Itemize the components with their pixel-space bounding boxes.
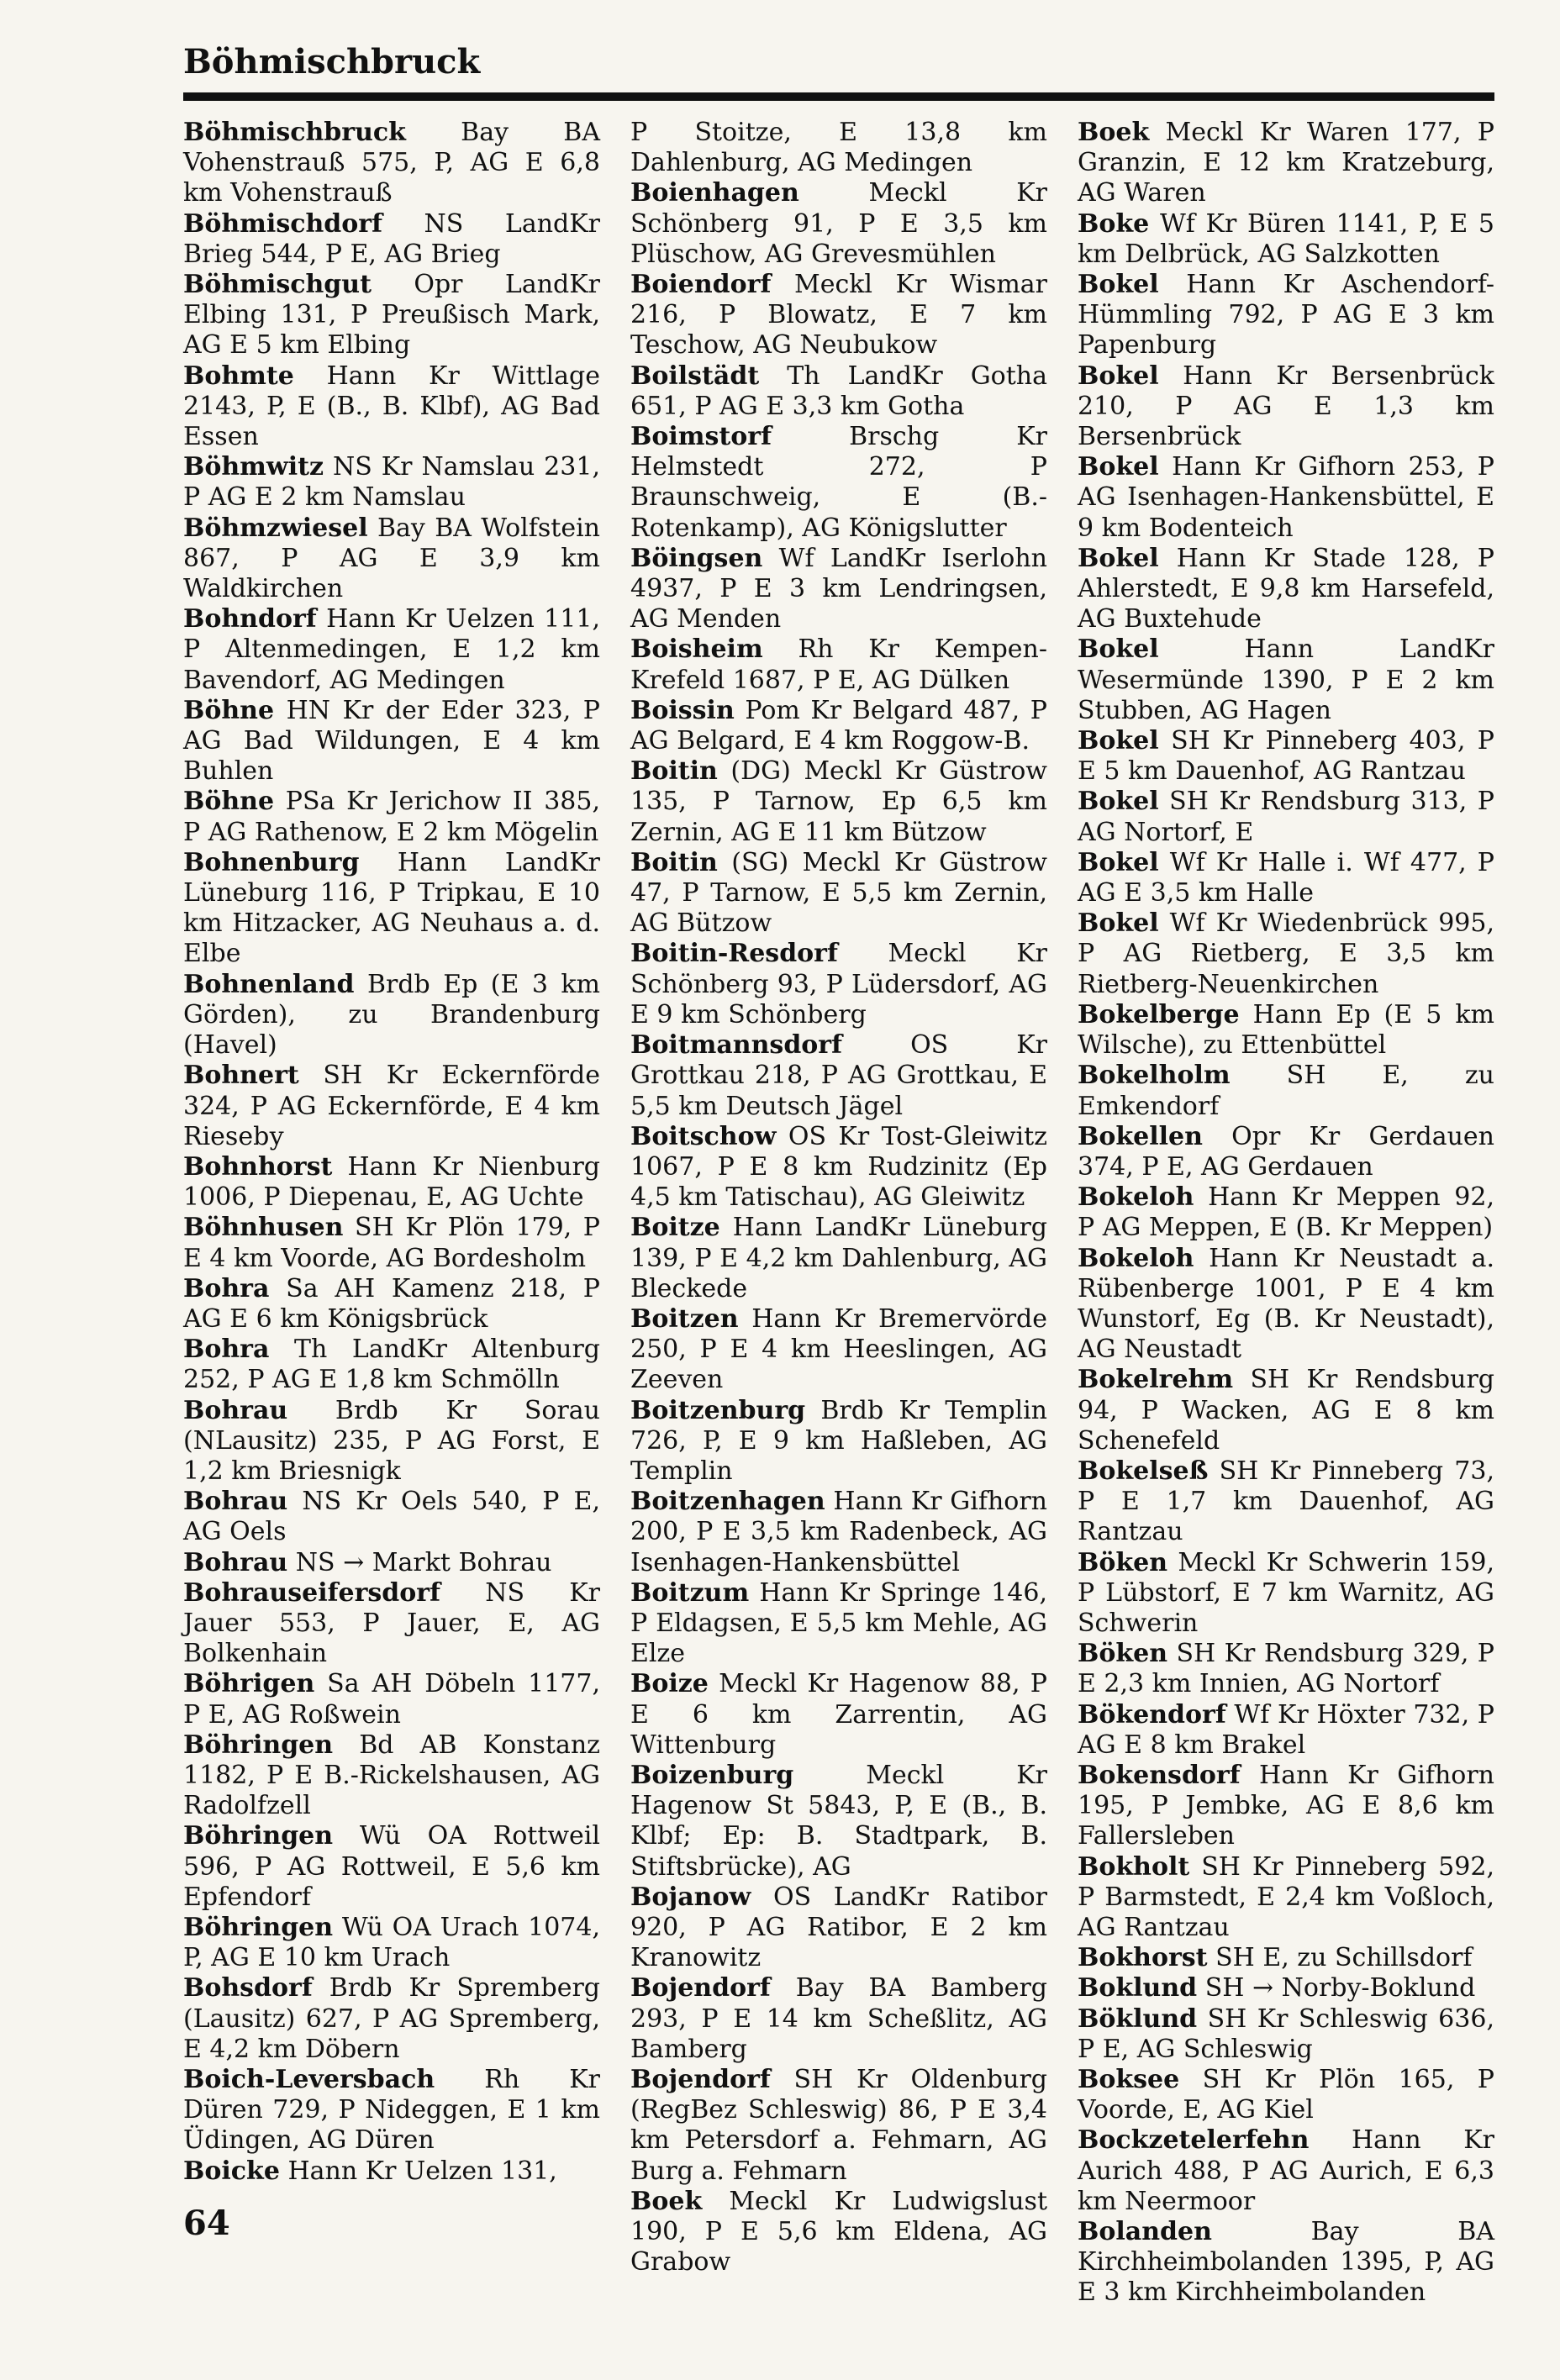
entry-text: Wü OA Rottweil 596, P AG Rottweil, E 5,6 km Epfendorf [183,1821,600,1912]
gazetteer-entry [183,1335,600,1395]
gazetteer-entry [630,118,1047,178]
entry-text: Hann Kr Aurich 488, P AG Aurich, E 6,3 km Neermoor [1078,2125,1494,2216]
gazetteer-entry [630,1030,1047,1122]
entry-name: Bokel [1078,270,1159,300]
gazetteer-entry [183,1730,600,1822]
gazetteer-entry [630,696,1047,756]
entry-text: Hann Kr Uelzen 111, P Altenmedingen, E 1,2 km Bavendorf, AG Medingen [183,604,600,695]
entry-name: Boiendorf [630,270,772,300]
entry-text: SH Kr Plön 179, P E 4 km Voorde, AG Bordesholm [183,1213,600,1273]
entry-name: Bokelseß [1078,1456,1209,1486]
gazetteer-entry [1078,726,1494,787]
entry-name: Bohra [183,1335,270,1365]
entry-name: Bokelberge [1078,999,1240,1029]
gazetteer-entry [1078,2065,1494,2125]
entry-text: Bay BA Kirchheimbolanden 1395, P, AG E 3 km Kirchheimbolanden [1078,2217,1494,2308]
gazetteer-entry [183,1213,600,1273]
gazetteer-entry [630,270,1047,361]
gazetteer-entry [1078,452,1494,544]
entry-text: NS → Markt Bohrau [295,1547,552,1577]
gazetteer-entry [1078,1456,1494,1548]
entry-name: Böhringen [183,1912,334,1942]
gazetteer-entry [630,2065,1047,2187]
entry-text: Brschg Kr Helmstedt 272, P Braunschweig, E (B.-Rotenkamp), AG Königslutter [630,422,1047,543]
entry-text: Wf Kr Büren 1141, P, E 5 km Delbrück, AG Salzkotten [1078,208,1494,269]
entry-name: Boek [1078,118,1150,147]
entry-text: Brdb Kr Templin 726, P, E 9 km Haßleben, AG Templin [630,1395,1047,1486]
entry-text: SH Kr Rendsburg 329, P E 2,3 km Innien, AG Nortorf [1078,1639,1494,1699]
gazetteer-entry [183,787,600,847]
entry-name: Boitzenburg [630,1395,806,1425]
entry-name: Boitze [630,1213,720,1243]
gazetteer-entry [1078,787,1494,847]
entry-name: Bohsdorf [183,1973,313,2004]
gazetteer-entry [1078,1244,1494,1366]
entry-name: Boitzenhagen [630,1487,825,1517]
entry-text: Wf Kr Höxter 732, P AG E 8 km Brakel [1078,1699,1494,1760]
entry-name: Bokel [1078,634,1159,665]
gazetteer-entry [1078,361,1494,453]
gazetteer-entry [183,270,600,361]
entry-text: Meckl Kr Schönberg 91, P E 3,5 km Plüschow, AG Grevesmühlen [630,178,1047,269]
entry-text: Brdb Kr Spremberg (Lausitz) 627, P AG Spremberg, E 4,2 km Döbern [183,1973,600,2064]
gazetteer-entry [183,1973,600,2065]
entry-name: Boicke [183,2156,280,2186]
gazetteer-entry [630,1304,1047,1396]
entry-text: NS Kr Jauer 553, P Jauer, E, AG Bolkenhain [183,1577,600,1669]
gazetteer-entry [630,1487,1047,1578]
entry-text: Meckl Kr Waren 177, P Granzin, E 12 km Kratzeburg, AG Waren [1078,118,1494,208]
gazetteer-entry [1078,634,1494,726]
entry-text: Pom Kr Belgard 487, P AG Belgard, E 4 km Roggow-B. [630,695,1047,756]
entry-name: Bohrau [183,1395,288,1425]
entry-name: Bokeloh [1078,1182,1194,1213]
entry-name: Bokel [1078,452,1159,482]
entry-name: Böhne [183,787,275,817]
entry-text: Bay BA Wolfstein 867, P AG E 3,9 km Waldkirchen [183,513,600,604]
entry-text: Hann Kr Bremervörde 250, P E 4 km Heeslingen, AG Zeeven [630,1303,1047,1395]
entry-name: Boitzen [630,1303,739,1334]
entry-name: Böhmwitz [183,452,324,482]
gazetteer-entry [1078,2217,1494,2309]
entry-text: Hann Kr Gifhorn 195, P Jembke, AG E 8,6 km Fallersleben [1078,1760,1494,1851]
entry-text: Meckl Kr Ludwigslust 190, P E 5,6 km Eldena, AG Grabow [630,2186,1047,2277]
entry-text: Hann Kr Wittlage 2143, P, E (B., B. Klbf), AG Bad Essen [183,361,600,452]
gazetteer-entry [1078,1061,1494,1121]
gazetteer-entry [1078,1852,1494,1944]
entry-name: Bohrauseifersdorf [183,1577,440,1608]
gazetteer-entry [1078,1365,1494,1456]
column-3 [1078,118,1494,2308]
entry-name: Böhrigen [183,1669,315,1699]
column-1 [183,118,600,2193]
entry-name: Boitzum [630,1577,750,1608]
gazetteer-entry [630,2187,1047,2278]
gazetteer-entry [630,634,1047,695]
gazetteer-entry [1078,2004,1494,2065]
entry-name: Bohrau [183,1487,288,1517]
gazetteer-entry [1078,1182,1494,1243]
entry-name: Böhmischgut [183,270,372,300]
entry-name: Bockzetelerfehn [1078,2125,1310,2156]
gazetteer-entry [630,1669,1047,1761]
entry-text: Hann Kr Bersenbrück 210, P AG E 1,3 km Bersenbrück [1078,361,1494,452]
entry-name: Boke [1078,208,1150,239]
entry-text: Hann Kr Springe 146, P Eldagsen, E 5,5 km Mehle, AG Elze [630,1577,1047,1669]
entry-name: Bokelholm [1078,1061,1231,1091]
entry-name: Böhringen [183,1730,334,1760]
gazetteer-entry [630,1396,1047,1488]
entry-name: Böken [1078,1547,1168,1577]
entry-name: Bohra [183,1273,270,1303]
entry-text: (DG) Meckl Kr Güstrow 135, P Tarnow, Ep 6,5 km Zernin, AG E 11 km Bützow [630,756,1047,847]
header-rule [183,92,1494,101]
gazetteer-entry [1078,1122,1494,1182]
entry-text: SH Kr Rendsburg 94, P Wacken, AG E 8 km Schenefeld [1078,1365,1494,1456]
entry-text: SH → Norby-Boklund [1204,1973,1476,2004]
entry-name: Bolanden [1078,2217,1212,2247]
entry-text: Hann Kr Gifhorn 253, P AG Isenhagen-Hankensbüttel, E 9 km Bodenteich [1078,452,1494,543]
gazetteer-entry [1078,1973,1494,2004]
gazetteer-entry [183,604,600,696]
entry-name: Bokel [1078,787,1159,817]
gazetteer-entry [183,2065,600,2156]
entry-text: Wü OA Urach 1074, P, AG E 10 km Urach [183,1912,601,1973]
entry-name: Böhnhusen [183,1213,344,1243]
entry-name: Böhmischbruck [183,118,406,147]
entry-text: SH Kr Pinneberg 403, P E 5 km Dauenhof, AG Rantzau [1078,726,1494,787]
gazetteer-entry [630,178,1047,270]
entry-text: SH Kr Pinneberg 592, P Barmstedt, E 2,4 km Voßloch, AG Rantzau [1078,1851,1494,1942]
gazetteer-entry [183,1548,600,1578]
entry-name: Boklund [1078,1973,1198,2004]
entry-text: SH Kr Rendsburg 313, P AG Nortorf, E [1078,787,1494,847]
entry-name: Boich-Leversbach [183,2065,435,2094]
entry-text: NS LandKr Brieg 544, P E, AG Brieg [183,208,600,269]
page-number: 64 [183,2204,230,2243]
entry-text: Meckl Kr Wismar 216, P Blowatz, E 7 km Teschow, AG Neubukow [630,270,1047,361]
entry-text: Meckl Kr Hagenow 88, P E 6 km Zarrentin, AG Wittenburg [630,1669,1047,1760]
gazetteer-entry [183,970,600,1061]
gazetteer-entry [630,848,1047,940]
gazetteer-entry [1078,1700,1494,1761]
entry-text: Hann LandKr Wesermünde 1390, P E 2 km Stubben, AG Hagen [1078,634,1494,725]
entry-text: Bay BA Vohenstrauß 575, P, AG E 6,8 km Vohenstrauß [183,118,600,208]
gazetteer-entry [183,1821,600,1913]
gazetteer-entry [183,513,600,605]
column-2 [630,118,1047,2277]
entry-text: Meckl Kr Schwerin 159, P Lübstorf, E 7 km Warnitz, AG Schwerin [1078,1547,1494,1638]
gazetteer-entry [1078,118,1494,209]
entry-name: Böhmzwiesel [183,513,368,543]
gazetteer-entry [183,452,600,513]
entry-text: Sa AH Kamenz 218, P AG E 6 km Königsbrück [183,1273,600,1334]
gazetteer-entry [630,939,1047,1030]
entry-text: SH E, zu Emkendorf [1078,1061,1494,1121]
entry-text: Wf Kr Wiedenbrück 995, P AG Rietberg, E 3,5 km Rietberg-Neuenkirchen [1078,908,1494,999]
entry-name: Böhmischdorf [183,208,382,239]
entry-text: NS Kr Namslau 231, P AG E 2 km Namslau [183,452,600,513]
entry-text: Hann Kr Aschendorf-Hümmling 792, P AG E 3 km Papenburg [1078,270,1494,361]
entry-name: Boissin [630,695,735,725]
entry-text: Rh Kr Kempen-Krefeld 1687, P E, AG Dülken [630,634,1047,695]
entry-text: Hann Ep (E 5 km Wilsche), zu Ettenbüttel [1078,999,1494,1061]
entry-name: Bökendorf [1078,1699,1226,1730]
entry-name: Bohrau [183,1547,288,1577]
entry-text: P Stoitze, E 13,8 km Dahlenburg, AG Medingen [630,118,1047,178]
gazetteer-entry [1078,2125,1494,2217]
entry-text: SH E, zu Schillsdorf [1215,1943,1473,1973]
entry-text: Brdb Kr Sorau (NLausitz) 235, P AG Forst, E 1,2 km Briesnigk [183,1395,600,1486]
entry-text: Rh Kr Düren 729, P Nideggen, E 1 km Üdingen, AG Düren [183,2065,600,2156]
entry-text: Hann LandKr Lüneburg 116, P Tripkau, E 10 km Hitzacker, AG Neuhaus a. d. Elbe [183,847,600,969]
gazetteer-entry [183,848,600,970]
gazetteer-entry [183,2156,600,2187]
entry-text: PSa Kr Jerichow II 385, P AG Rathenow, E 2 km Mögelin [183,787,600,847]
gazetteer-entry [1078,544,1494,635]
entry-text: Hann Kr Nienburg 1006, P Diepenau, E, AG Uchte [183,1151,600,1213]
entry-text: Sa AH Döbeln 1177, P E, AG Roßwein [183,1669,600,1730]
entry-text: Th LandKr Altenburg 252, P AG E 1,8 km Schmölln [183,1335,600,1395]
gazetteer-entry [183,1396,600,1488]
entry-name: Boek [630,2186,703,2216]
entry-name: Bokelrehm [1078,1365,1234,1395]
gazetteer-entry [630,1882,1047,1974]
gazetteer-entry [1078,1943,1494,1973]
entry-name: Bohnenland [183,969,355,999]
entry-name: Bojendorf [630,2065,771,2094]
gazetteer-entry [1078,1548,1494,1640]
gazetteer-entry [1078,1639,1494,1699]
entry-name: Bokel [1078,361,1159,391]
entry-name: Boize [630,1669,709,1699]
entry-name: Böhringen [183,1821,334,1851]
entry-name: Boimstorf [630,422,772,452]
entry-text: Hann Kr Meppen 92, P AG Meppen, E (B. Kr Meppen) [1078,1182,1494,1243]
gazetteer-entry [183,1578,600,1670]
entry-text: Hann Kr Stade 128, P Ahlerstedt, E 9,8 km Harsefeld, AG Buxtehude [1078,543,1494,634]
entry-text: Wf LandKr Iserlohn 4937, P E 3 km Lendringsen, AG Menden [630,543,1047,634]
entry-name: Boitin [630,756,718,787]
entry-text: OS Kr Grottkau 218, P AG Grottkau, E 5,5 km Deutsch Jägel [630,1030,1047,1121]
entry-text: NS Kr Oels 540, P E, AG Oels [183,1487,600,1547]
gazetteer-entry [1078,1000,1494,1061]
entry-text: Opr LandKr Elbing 131, P Preußisch Mark, AG E 5 km Elbing [183,270,600,361]
gazetteer-entry [1078,270,1494,361]
entry-text: Bd AB Konstanz 1182, P E B.-Rickelshausen, AG Radolfzell [183,1730,600,1821]
entry-text: Bay BA Bamberg 293, P E 14 km Scheßlitz, AG Bamberg [630,1973,1047,2064]
entry-text: OS Kr Tost-Gleiwitz 1067, P E 8 km Rudzinitz (Ep 4,5 km Tatischau), AG Gleiwitz [630,1121,1047,1213]
entry-text: SH Kr Eckernförde 324, P AG Eckernförde, E 4 km Riesebу [183,1061,600,1151]
entry-text: SH Kr Pinneberg 73, P E 1,7 km Dauenhof, AG Rantzau [1078,1456,1494,1547]
gazetteer-entry [630,422,1047,544]
entry-text: (SG) Meckl Kr Güstrow 47, P Tarnow, E 5,5 km Zernin, AG Bützow [630,847,1047,939]
gazetteer-entry [183,696,600,787]
gazetteer-entry [183,209,600,270]
entry-name: Bokholt [1078,1851,1190,1882]
entry-name: Bohnert [183,1061,299,1091]
entry-name: Bokellen [1078,1121,1203,1151]
entry-text: Hann Kr Gifhorn 200, P E 3,5 km Radenbeck, AG Isenhagen-Hankensbüttel [630,1487,1047,1577]
gazetteer-entry [630,1578,1047,1670]
gazetteer-entry [183,118,600,209]
gazetteer-entry [183,361,600,453]
entry-text: Meckl Kr Hagenow St 5843, P, E (B., B. Klbf; Ep: B. Stadtpark, B. Stiftsbrücke), AG [630,1760,1047,1882]
entry-text: Brdb Ep (E 3 km Görden), zu Brandenburg (Havel) [183,969,600,1061]
gazetteer-entry [630,1122,1047,1214]
entry-name: Bokel [1078,908,1159,939]
entry-text: Meckl Kr Schönberg 93, P Lüdersdorf, AG E 9 km Schönberg [630,939,1047,1029]
gazetteer-entry [630,544,1047,635]
entry-name: Bojanow [630,1882,751,1912]
entry-name: Boitschow [630,1121,777,1151]
entry-text: OS LandKr Ratibor 920, P AG Ratibor, E 2 km Kranowitz [630,1882,1047,1973]
entry-name: Bokeloh [1078,1243,1194,1273]
gazetteer-entry [1078,1761,1494,1852]
gazetteer-entry [630,361,1047,422]
entry-name: Bokel [1078,543,1159,573]
entry-name: Boksee [1078,2065,1180,2094]
gazetteer-entry [630,1761,1047,1882]
entry-name: Böingsen [630,543,763,573]
entry-name: Böhne [183,695,275,725]
gazetteer-entry [630,1973,1047,2065]
gazetteer-entry [183,1913,600,1973]
entry-name: Boilstädt [630,361,760,391]
entry-name: Bokel [1078,847,1159,877]
entry-name: Bohnhorst [183,1151,333,1182]
entry-name: Bokensdorf [1078,1760,1241,1790]
entry-name: Boizenburg [630,1760,794,1790]
entry-text: Opr Kr Gerdauen 374, P E, AG Gerdauen [1078,1121,1494,1182]
entry-text: Hann Kr Uelzen 131, [287,2156,557,2186]
gazetteer-entry [1078,209,1494,270]
gazetteer-entry [630,1213,1047,1304]
entry-name: Boienhagen [630,178,799,208]
entry-name: Boitmannsdorf [630,1030,843,1061]
gazetteer-entry [183,1669,600,1730]
gazetteer-entry [630,756,1047,848]
entry-text: Th LandKr Gotha 651, P AG E 3,3 km Gotha [630,361,1047,421]
gazetteer-entry [183,1274,600,1335]
entry-name: Bohmte [183,361,294,391]
entry-text: SH Kr Plön 165, P Voorde, E, AG Kiel [1078,2065,1494,2125]
gazetteer-entry [183,1152,600,1213]
entry-name: Böken [1078,1639,1168,1669]
entry-name: Boitin [630,847,718,877]
entry-text: SH Kr Oldenburg (RegBez Schleswig) 86, P E 3,4 km Petersdorf a. Fehmarn, AG Burg a. Fehmarn [630,2065,1047,2186]
gazetteer-entry [183,1061,600,1152]
entry-text: Wf Kr Halle i. Wf 477, P AG E 3,5 km Halle [1078,847,1494,908]
gazetteer-entry [183,1487,600,1547]
entry-name: Boisheim [630,634,763,665]
entry-text: Hann LandKr Lüneburg 139, P E 4,2 km Dahlenburg, AG Bleckede [630,1213,1047,1303]
gazetteer-entry [1078,848,1494,908]
entry-name: Bojendorf [630,1973,771,2004]
entry-text: SH Kr Schleswig 636, P E, AG Schleswig [1078,2004,1494,2064]
gazetteer-entry [1078,908,1494,1000]
entry-name: Böklund [1078,2004,1198,2034]
entry-name: Bohnenburg [183,847,360,877]
entry-name: Bokel [1078,726,1159,756]
entry-name: Bokhorst [1078,1943,1208,1973]
entry-text: HN Kr der Eder 323, P AG Bad Wildungen, E 4 km Buhlen [183,695,600,787]
page-header-title: Böhmischbruck [183,42,481,82]
entry-text: Hann Kr Neustadt a. Rübenberge 1001, P E 4 km Wunstorf, Eg (B. Kr Neustadt), AG Neustadt [1078,1243,1494,1365]
entry-name: Boitin-Resdorf [630,939,838,969]
entry-name: Bohndorf [183,604,317,634]
